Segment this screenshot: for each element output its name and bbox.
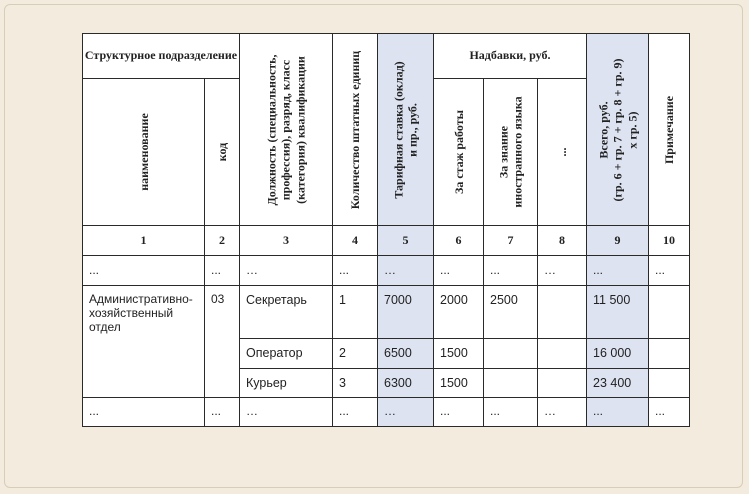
count-column — [333, 286, 378, 398]
table-cell: ... — [333, 256, 378, 286]
tenure-cell: 1500 — [434, 338, 483, 368]
count-cell: 2 — [333, 338, 377, 368]
total-column — [587, 286, 649, 398]
note-column — [649, 286, 690, 398]
total-cell: 11 500 — [593, 293, 631, 307]
header-bonus-tenure-text: За стаж работы — [451, 109, 466, 195]
column-number: 3 — [240, 226, 333, 256]
table-cell: … — [240, 256, 333, 286]
tariff-cell: 6500 — [378, 338, 433, 368]
table-cell: ... — [484, 256, 538, 286]
column-number: 6 — [434, 226, 484, 256]
language-cell — [484, 338, 537, 368]
header-bonus-more — [538, 79, 587, 226]
table-cell: ... — [649, 398, 690, 427]
count-cell: 1 — [339, 293, 346, 307]
column-number: 9 — [587, 226, 649, 256]
note-cell — [649, 286, 689, 338]
column-number: 4 — [333, 226, 378, 256]
position-cell: Секретарь — [246, 293, 307, 307]
table-cell: … — [538, 398, 587, 427]
position-cell: Оператор — [240, 338, 332, 368]
header-bonus-language — [484, 79, 538, 226]
header-position-text: Должность (специальность, профессия), разряд, класс (категория) квалификации — [264, 53, 308, 206]
column-numbers-row — [83, 226, 690, 256]
staffing-table — [82, 33, 690, 427]
table-cell: ... — [205, 256, 240, 286]
column-number: 2 — [205, 226, 240, 256]
table-cell: ... — [83, 398, 205, 427]
header-note — [649, 34, 690, 226]
staffing-table-sheet — [82, 33, 689, 426]
header-unit-group: Структурное подразделение — [83, 34, 240, 79]
table-cell: ... — [205, 398, 240, 427]
header-staff-count — [333, 34, 378, 226]
column-number: 10 — [649, 226, 690, 256]
table-cell: … — [378, 256, 434, 286]
header-unit-name — [83, 79, 205, 226]
table-row — [83, 398, 690, 427]
table-cell: … — [378, 398, 434, 427]
header-total-text: Всего, руб. (гр. 6 + гр. 7 + гр. 8 + гр. 9) х гр. 5) — [595, 58, 639, 201]
table-cell: ... — [83, 256, 205, 286]
header-bonus-more-text: ... — [554, 147, 569, 157]
note-cell — [649, 368, 689, 397]
tenure-cell: 2000 — [440, 293, 468, 307]
column-number: 1 — [83, 226, 205, 256]
table-cell: ... — [484, 398, 538, 427]
table-cell: ... — [333, 398, 378, 427]
header-staff-count-text: Количество штатных единиц — [347, 50, 362, 209]
column-number: 7 — [484, 226, 538, 256]
more-cell — [538, 286, 586, 338]
table-row — [83, 256, 690, 286]
total-cell: 16 000 — [587, 338, 648, 368]
header-tariff — [378, 34, 434, 226]
note-cell — [649, 338, 689, 368]
header-tariff-text: Тарифная ставка (оклад) и пр., руб. — [391, 60, 420, 199]
table-cell: ... — [434, 398, 484, 427]
more-cell — [538, 368, 586, 397]
count-cell: 3 — [333, 368, 377, 397]
header-position — [240, 34, 333, 226]
column-number: 5 — [378, 226, 434, 256]
table-cell: ... — [649, 256, 690, 286]
table-cell: … — [538, 256, 587, 286]
tariff-cell: 6300 — [378, 368, 433, 397]
language-cell — [484, 368, 537, 397]
table-cell: ... — [587, 256, 649, 286]
column-number: 8 — [538, 226, 587, 256]
more-cell — [538, 338, 586, 368]
more-column — [538, 286, 587, 398]
language-cell: 2500 — [490, 293, 518, 307]
header-unit-name-text: наименование — [136, 113, 151, 191]
table-cell: ... — [434, 256, 484, 286]
tenure-cell: 1500 — [434, 368, 483, 397]
tenure-column — [434, 286, 484, 398]
total-cell: 23 400 — [587, 368, 648, 397]
header-unit-code-text: код — [214, 142, 229, 162]
header-bonus-tenure — [434, 79, 484, 226]
position-cell: Курьер — [240, 368, 332, 397]
department-name: Административно- хозяйственный отдел — [83, 286, 205, 398]
table-cell: … — [240, 398, 333, 427]
tariff-cell: 7000 — [384, 293, 412, 307]
department-code: 03 — [205, 286, 240, 398]
department-row — [83, 286, 690, 398]
tariff-column — [378, 286, 434, 398]
table-cell: ... — [587, 398, 649, 427]
language-column — [484, 286, 538, 398]
header-total — [587, 34, 649, 226]
positions-column — [240, 286, 333, 398]
header-note-text: Примечание — [661, 95, 676, 164]
header-bonus-group: Надбавки, руб. — [434, 34, 587, 79]
header-unit-code — [205, 79, 240, 226]
header-bonus-language-text: За знание иностранного языка — [496, 96, 525, 208]
